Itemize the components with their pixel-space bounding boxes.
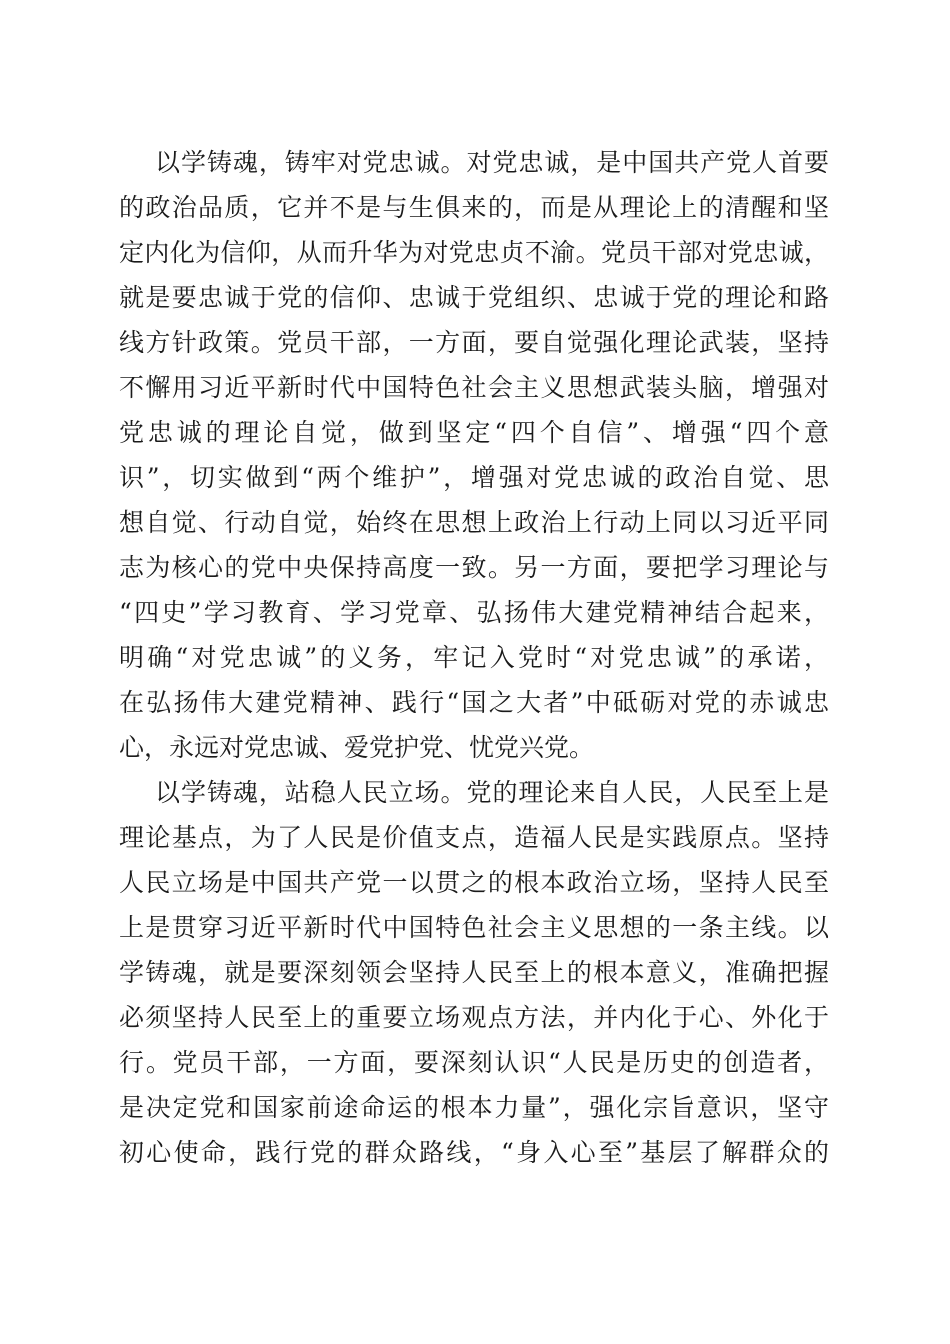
text-line: 心，永远对党忠诚、爱党护党、忧党兴党。	[119, 733, 595, 762]
text-line: 在弘扬伟大建党精神、践行“国之大者”中砥砺对党的赤诚忠	[119, 688, 829, 717]
text-line: 行。党员干部，一方面，要深刻认识“人民是历史的创造者，	[119, 1048, 829, 1077]
text-line: 志为核心的党中央保持高度一致。另一方面，要把学习理论与	[119, 553, 829, 582]
text-line: 必须坚持人民至上的重要立场观点方法，并内化于心、外化于	[119, 1003, 829, 1032]
paragraph-people	[119, 770, 829, 1175]
document-body	[119, 140, 829, 1175]
text-line: 想自觉、行动自觉，始终在思想上政治上行动上同以习近平同	[119, 508, 829, 537]
text-line: 不懈用习近平新时代中国特色社会主义思想武装头脑，增强对	[119, 373, 829, 402]
text-line: 的政治品质，它并不是与生俱来的，而是从理论上的清醒和坚	[119, 193, 829, 222]
text-line: 学铸魂，就是要深刻领会坚持人民至上的根本意义，准确把握	[119, 958, 829, 987]
text-line: 理论基点，为了人民是价值支点，造福人民是实践原点。坚持	[119, 823, 829, 852]
text-line: 线方针政策。党员干部，一方面，要自觉强化理论武装，坚持	[119, 328, 829, 357]
text-line: 以学铸魂，铸牢对党忠诚。对党忠诚，是中国共产党人首要	[155, 148, 829, 177]
text-line: 明确“对党忠诚”的义务，牢记入党时“对党忠诚”的承诺，	[119, 643, 829, 672]
text-line: 识”，切实做到“两个维护”，增强对党忠诚的政治自觉、思	[119, 463, 829, 492]
text-line: 是决定党和国家前途命运的根本力量”，强化宗旨意识，坚守	[119, 1093, 829, 1122]
text-line: 党忠诚的理论自觉，做到坚定“四个自信”、增强“四个意	[119, 418, 829, 447]
text-line: 人民立场是中国共产党一以贯之的根本政治立场，坚持人民至	[119, 868, 829, 897]
text-line: 以学铸魂，站稳人民立场。党的理论来自人民，人民至上是	[155, 778, 829, 807]
text-line: 上是贯穿习近平新时代中国特色社会主义思想的一条主线。以	[119, 913, 829, 942]
text-line: 初心使命，践行党的群众路线，“身入心至”基层了解群众的	[119, 1138, 829, 1167]
text-line: 就是要忠诚于党的信仰、忠诚于党组织、忠诚于党的理论和路	[119, 283, 829, 312]
paragraph-loyalty	[119, 140, 829, 770]
text-line: “四史”学习教育、学习党章、弘扬伟大建党精神结合起来，	[119, 598, 829, 627]
text-line: 定内化为信仰，从而升华为对党忠贞不渝。党员干部对党忠诚，	[119, 238, 829, 267]
